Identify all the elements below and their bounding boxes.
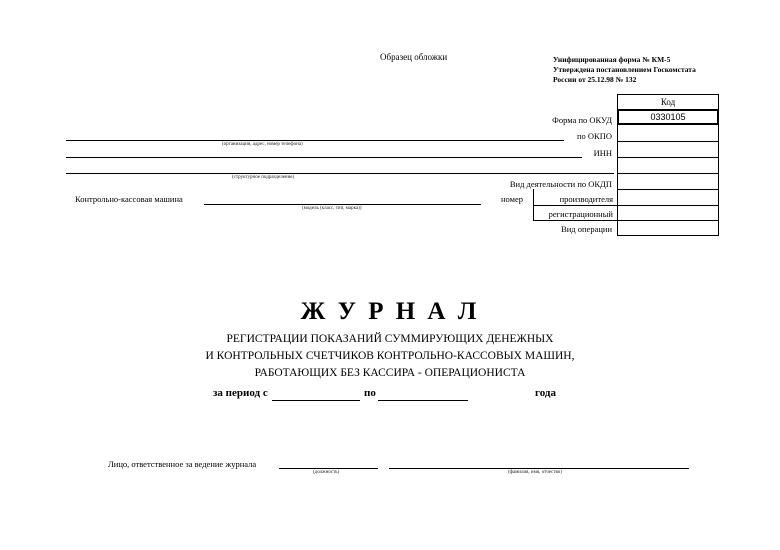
journal-title: Ж У Р Н А Л [300,298,480,325]
form-line-3: России от 25.12.98 № 132 [553,75,637,84]
okud-label: Форма по ОКУД [552,115,612,125]
kkm-label: Контрольно-кассовая машина [75,194,183,204]
division-caption: (структурное подразделение) [232,175,295,180]
position-line[interactable] [279,468,378,469]
name-caption: (фамилия, имя, отчество) [508,470,562,475]
period-from-label: за период с [213,387,268,399]
registration-label: регистрационный [548,209,613,219]
inn-label: ИНН [593,148,612,158]
manufacturer-label: производителя [559,194,613,204]
subtitle-line-3: РАБОТАЮЩИХ БЕЗ КАССИРА - ОПЕРАЦИОНИСТА [254,367,526,379]
okud-value: 0330105 [650,112,686,122]
code-divider [617,220,719,221]
subtitle-line-2: И КОНТРОЛЬНЫХ СЧЕТЧИКОВ КОНТРОЛЬНО-КАССОВЫХ МАШИН, [205,350,575,362]
code-header: Код [660,97,676,107]
organization-line [66,140,564,141]
okdp-label: Вид деятельности по ОКДП [509,179,612,189]
number-box-bottom [533,220,617,221]
subtitle-line-1: РЕГИСТРАЦИИ ПОКАЗАНИЙ СУММИРУЮЩИХ ДЕНЕЖНЫХ [226,333,554,345]
period-to-label: по [364,387,376,399]
period-from-line[interactable] [272,400,360,401]
number-box-mid [533,205,617,206]
organization-line-2 [66,157,582,158]
responsible-label: Лицо, ответственное за ведение журнала [108,459,257,469]
code-divider [617,189,719,190]
position-caption: (должность) [313,470,340,475]
form-line-2: Утверждена постановлением Госкомстата [553,65,696,74]
sample-cover-label: Образец обложки [380,52,448,62]
period-year-label: года [535,387,556,399]
org-caption: (организация, адрес, номер телефона) [222,142,303,147]
form-line-1: Унифицированная форма № КМ-5 [553,55,671,64]
operation-label: Вид операции [561,224,612,234]
number-label: номер [501,194,524,204]
code-divider [617,157,719,158]
code-divider [617,173,719,174]
division-line [66,173,614,174]
kkm-line [204,204,481,205]
okpo-label: по ОКПО [576,131,612,141]
kkm-caption: (модель (класс, тип, марка)) [302,206,362,211]
name-line[interactable] [389,468,689,469]
period-to-line[interactable] [378,400,468,401]
code-divider [617,141,719,142]
code-divider [617,205,719,206]
